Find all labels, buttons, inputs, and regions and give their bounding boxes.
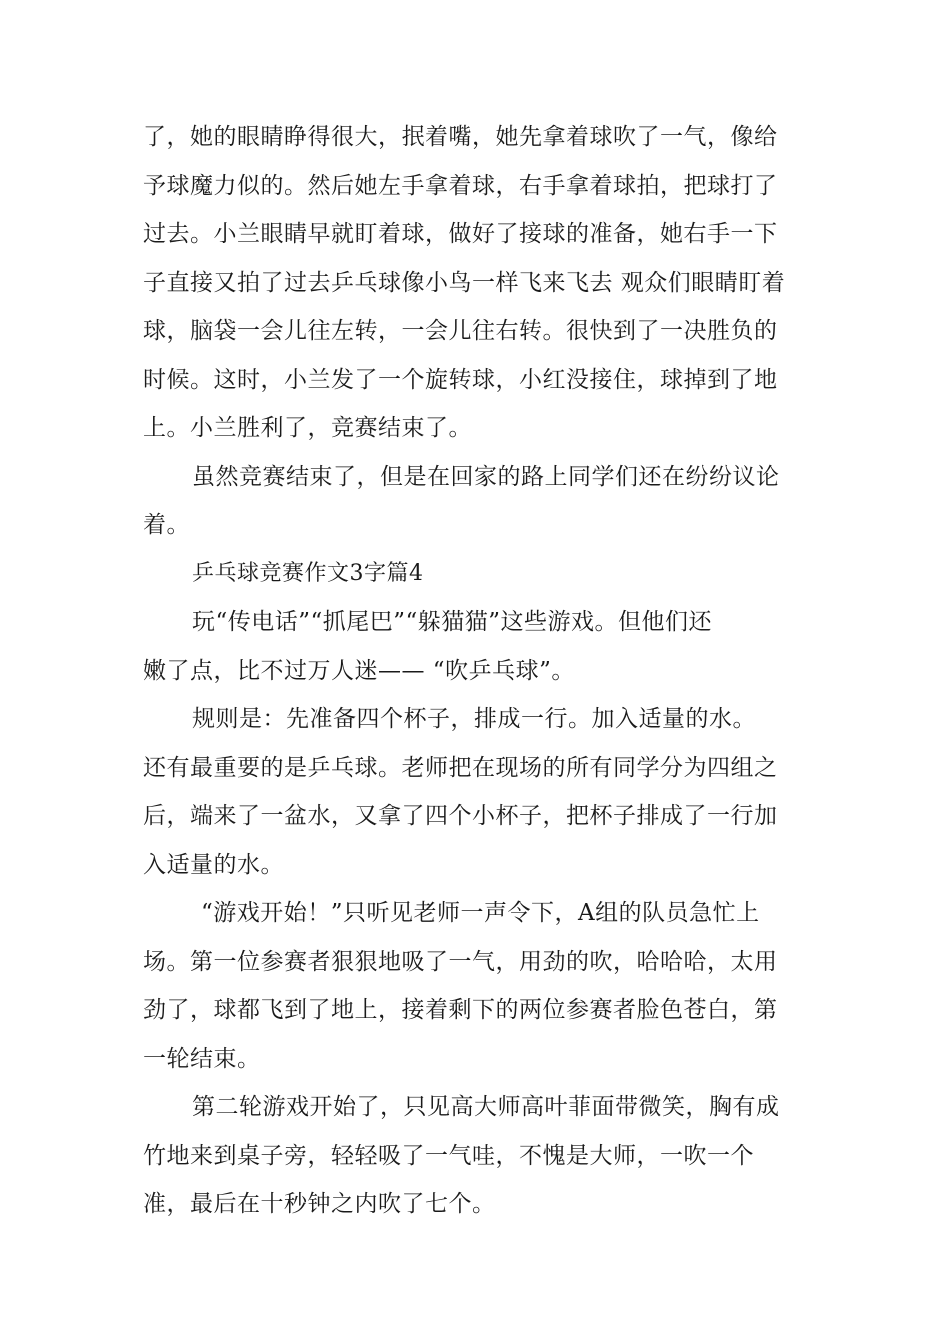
paragraph-line: 规则是：先准备四个杯子，排成一行。加入适量的水。	[192, 706, 756, 732]
paragraph-line: 着。	[143, 512, 190, 538]
paragraph-line: 了，她的眼睛睁得很大，抿着嘴，她先拿着球吹了一气，像给	[143, 124, 778, 150]
paragraph-line: 球，脑袋一会儿往左转，一会儿往右转。很快到了一决胜负的	[143, 318, 778, 344]
paragraph-3	[143, 598, 825, 695]
paragraph-line: 入适量的水。	[143, 851, 284, 878]
paragraph-7	[143, 1083, 825, 1229]
paragraph-line: 一轮结束。	[143, 1045, 261, 1072]
section-heading	[143, 550, 825, 599]
paragraph-line: 准，最后在十秒钟之内吹了七个。	[143, 1191, 496, 1217]
paragraph-line: 劲了，球都飞到了地上，接着剩下的两位参赛者脸色苍白，第	[143, 997, 778, 1023]
document-body	[143, 113, 825, 1229]
paragraph-2	[143, 453, 825, 550]
paragraph-1	[143, 113, 825, 453]
paragraph-line: 上。小兰胜利了，竞赛结束了。	[143, 415, 472, 441]
paragraph-line: 还有最重要的是乒乓球。老师把在现场的所有同学分为四组之	[143, 754, 778, 781]
paragraph-line: 予球魔力似的。然后她左手拿着球，右手拿着球拍，把球打了	[143, 172, 778, 199]
paragraph-line: 后，端来了一盆水，又拿了四个小杯子，把杯子排成了一行加	[143, 803, 778, 829]
paragraph-line: 时候。这时，小兰发了一个旋转球，小红没接住，球掉到了地	[143, 366, 778, 393]
paragraph-line: 嫩了点，比不过万人迷—— “吹乒乓球”。	[143, 657, 575, 684]
paragraph-line: “游戏开始！”只听见老师一声令下，A组的队员急忙上	[201, 900, 760, 926]
paragraph-line: 第二轮游戏开始了，只见高大师高叶菲面带微笑，胸有成	[192, 1094, 780, 1120]
paragraph-4	[143, 695, 825, 744]
paragraph-line: 竹地来到桌子旁，轻轻吸了一气哇，不愧是大师，一吹一个	[143, 1142, 754, 1169]
paragraph-line: 玩“传电话”“抓尾巴”“躲猫猫”这些游戏。但他们还	[192, 609, 713, 635]
paragraph-line: 虽然竞赛结束了，但是在回家的路上同学们还在纷纷议论	[192, 463, 780, 490]
heading-text: 乒乓球竞赛作文3字篇4	[192, 560, 424, 586]
paragraph-line: 场。第一位参赛者狠狠地吸了一气，用劲的吹，哈哈哈，太用	[143, 948, 778, 975]
paragraph-6	[143, 889, 825, 1083]
paragraph-5	[143, 744, 825, 890]
paragraph-line: 子直接又拍了过去乒乓球像小鸟一样飞来飞去 观众们眼睛盯着	[143, 269, 786, 296]
paragraph-line: 过去。小兰眼睛早就盯着球，做好了接球的准备，她右手一下	[143, 221, 778, 247]
